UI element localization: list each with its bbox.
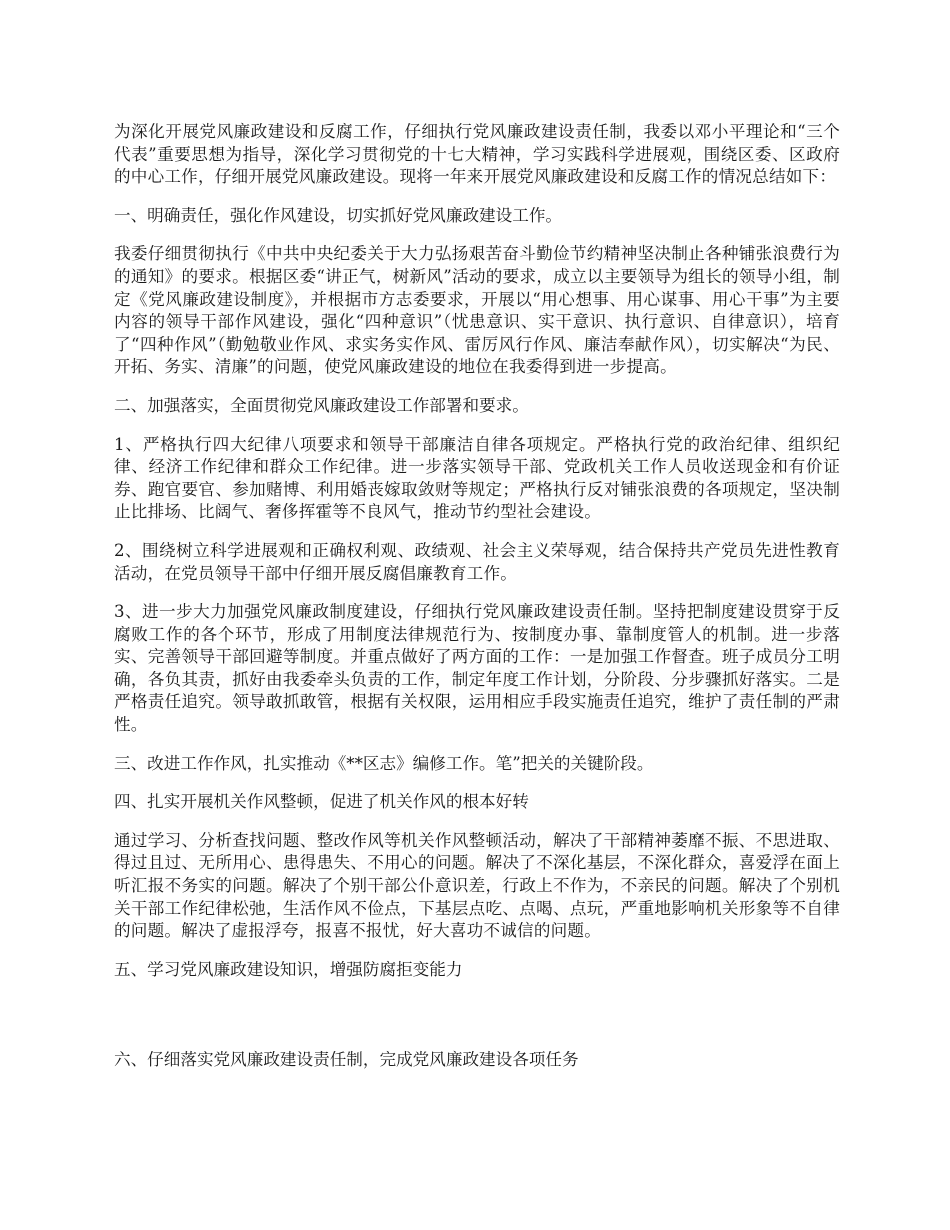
section-4-body: 通过学习、分析查找问题、整改作风等机关作风整顿活动，解决了干部精神萎靡不振、不思进取、得过且过、无所用心、患得患失、不用心的问题。解决了不深化基层，不深化群众，喜爱浮在面上听汇报不务实的问题。解决了个别干部公仆意识差，行政上不作为，不亲民的问题。解决了个别机关干部工作纪律松弛，生活作风不俭点，下基层点吃、点喝、点玩，严重地影响机关形象等不自律的问题。解决了虚报浮夸，报喜不报忧，好大喜功不诚信的问题。 (114, 830, 840, 941)
section-2-item-3: 3、进一步大力加强党风廉政制度建设，仔细执行党风廉政建设责任制。坚持把制度建设贯穿于反腐败工作的各个环节，形成了用制度法律规范行为、按制度办事、靠制度管人的机制。进一步落实、完善领导干部回避等制度。并重点做好了两方面的工作：一是加强工作督查。班子成员分工明确，各负其责，抓好由我委牵头负责的工作，制定年度工作计划，分阶段、分步骤抓好落实。二是严格责任追究。领导敢抓敢管，根据有关权限，运用相应手段实施责任追究，维护了责任制的严肃性。 (114, 602, 840, 735)
section-1-title: 一、明确责任，强化作风建设，切实抓好党风廉政建设工作。 (114, 205, 563, 225)
section-6-title: 六、仔细落实党风廉政建设责任制，完成党风廉政建设各项任务 (114, 1050, 579, 1070)
section-2-item-1: 1、严格执行四大纪律八项要求和领导干部廉洁自律各项规定。严格执行党的政治纪律、组织纪律、经济工作纪律和群众工作纪律。进一步落实领导干部、党政机关工作人员收送现金和有价证券、跑官要官、参加赌博、利用婚丧嫁取敛财等规定；严格执行反对铺张浪费的各项规定，坚决制止比排场、比阔气、奢侈挥霍等不良风气，推动节约型社会建设。 (114, 434, 840, 522)
intro-paragraph: 为深化开展党风廉政建设和反腐工作，仔细执行党风廉政建设责任制，我委以邓小平理论和“三个代表”重要思想为指导，深化学习贯彻党的十七大精神，学习实践科学进展观，围绕区委、区政府的中心工作，仔细开展党风廉政建设。现将一年来开展党风廉政建设和反腐工作的情况总结如下： (114, 122, 840, 187)
section-4-title: 四、扎实开展机关作风整顿，促进了机关作风的根本好转 (114, 792, 529, 812)
blank-space (114, 997, 840, 1049)
section-3-title: 三、改进工作作风，扎实推动《**区志》编修工作。笔”把关的关键阶段。 (114, 753, 654, 773)
section-2-title: 二、加强落实，全面贯彻党风廉政建设工作部署和要求。 (114, 395, 529, 415)
section-5-title: 五、学习党风廉政建设知识，增强防腐拒变能力 (114, 959, 463, 979)
document-body (114, 121, 840, 1088)
section-1-body: 我委仔细贯彻执行《中共中央纪委关于大力弘扬艰苦奋斗勤俭节约精神坚决制止各种铺张浪费行为的通知》的要求。根据区委“讲正气，树新风”活动的要求，成立以主要领导为组长的领导小组，制定《党风廉政建设制度》，并根据市方志委要求，开展以“用心想事、用心谋事、用心干事”为主要内容的领导干部作风建设，强化“四种意识”（忧患意识、实干意识、执行意识、自律意识），培育了“四种作风”（勤勉敬业作风、求实务实作风、雷厉风行作风、廉洁奉献作风），切实解决“为民、开拓、务实、清廉”的问题，使党风廉政建设的地位在我委得到进一步提高。 (114, 244, 840, 377)
section-2-item-2: 2、围绕树立科学进展观和正确权利观、政绩观、社会主义荣辱观，结合保持共产党员先进性教育活动，在党员领导干部中仔细开展反腐倡廉教育工作。 (114, 540, 840, 583)
